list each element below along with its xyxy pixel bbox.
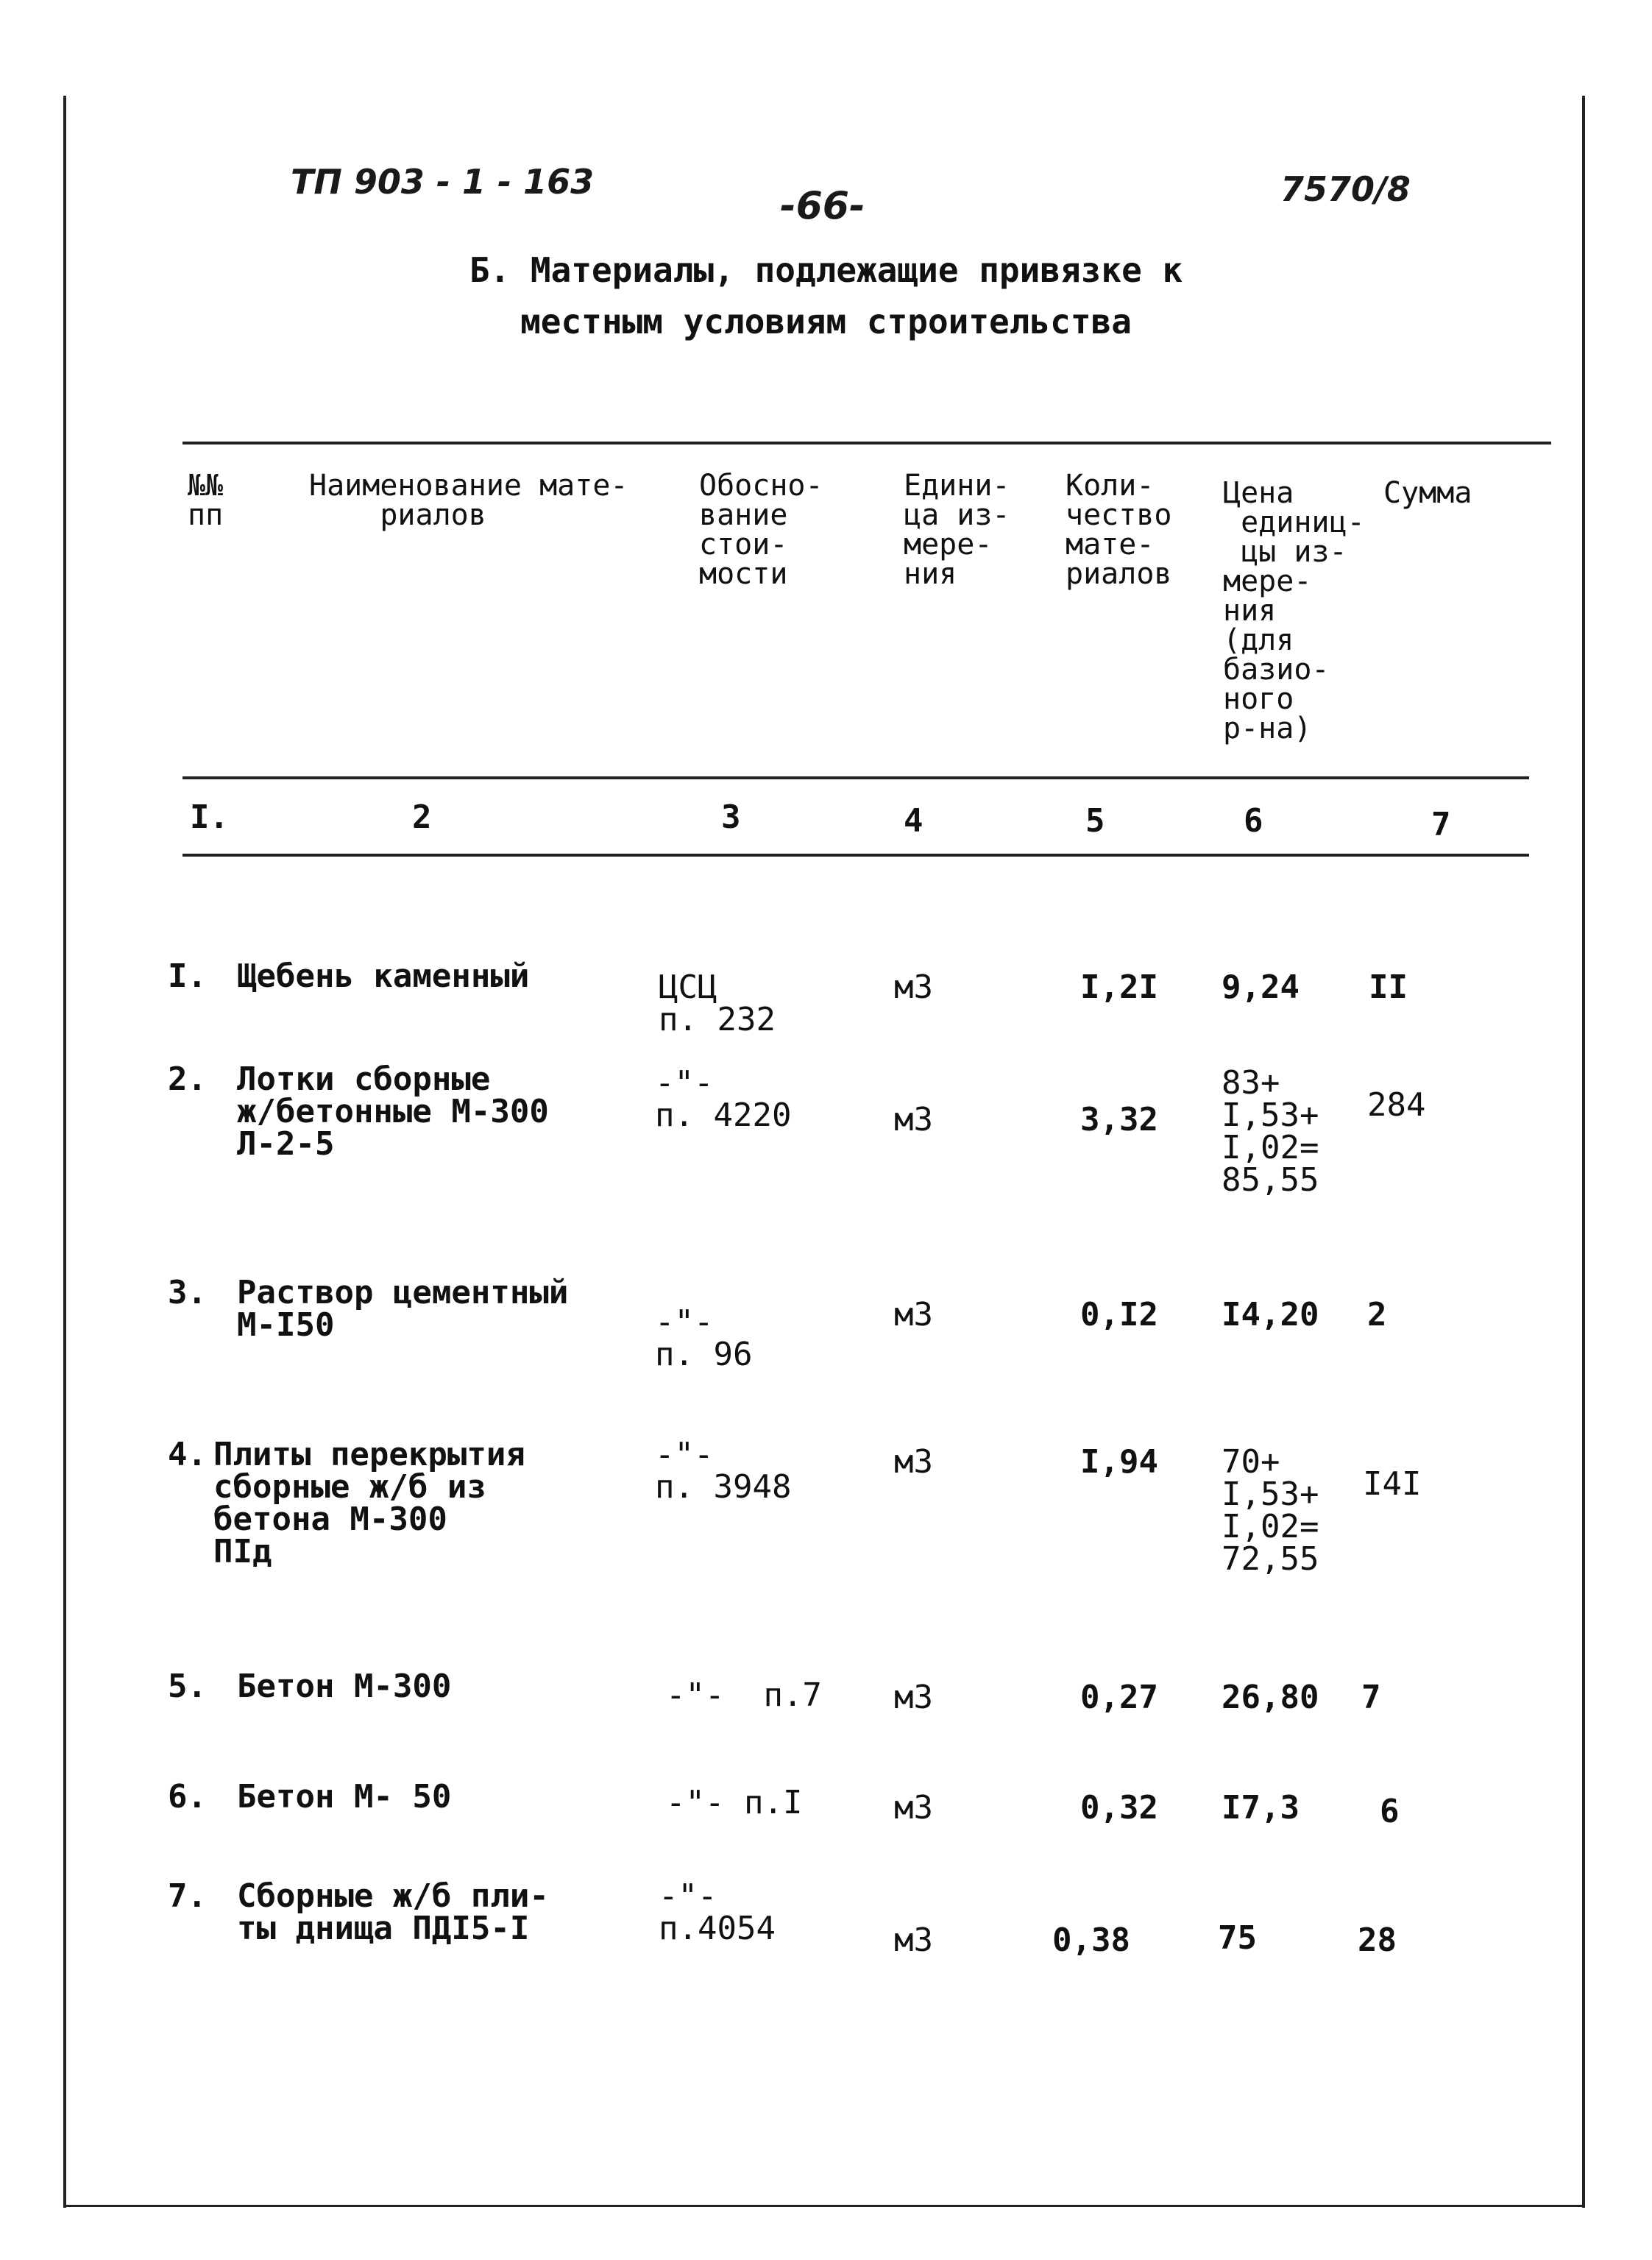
header-unit-price: Цена единиц- цы из- мере- ния (для базио- ного р-на) bbox=[1223, 476, 1365, 745]
row-1-sum: II bbox=[1369, 968, 1408, 1006]
page-number: -66- bbox=[780, 184, 865, 228]
row-4-name: Плиты перекрытия сборные ж/б из бетона М-300 ПIд bbox=[213, 1436, 525, 1570]
row-5-unit: м3 bbox=[894, 1679, 933, 1716]
header-cost-basis: Обосно- вание стои- мости bbox=[699, 469, 823, 591]
row-5-price: 26,80 bbox=[1222, 1679, 1319, 1716]
column-number-6: 6 bbox=[1244, 802, 1263, 840]
row-6-basis: -"- п.I bbox=[666, 1784, 803, 1821]
column-number-5: 5 bbox=[1085, 802, 1105, 840]
header-quantity: Коли- чество мате- риалов bbox=[1066, 469, 1172, 591]
row-2-name: Лотки сборные ж/бетонные М-300 Л-2-5 bbox=[237, 1060, 549, 1163]
row-4-price: 70+ I,53+ I,02= 72,55 bbox=[1222, 1443, 1319, 1578]
row-4-unit: м3 bbox=[894, 1443, 933, 1481]
row-3-unit: м3 bbox=[894, 1296, 933, 1333]
row-5-quantity: 0,27 bbox=[1080, 1679, 1158, 1716]
row-2-number: 2. bbox=[168, 1060, 207, 1098]
row-1-price: 9,24 bbox=[1222, 968, 1300, 1006]
row-1-quantity: I,2I bbox=[1080, 968, 1158, 1006]
row-2-quantity: 3,32 bbox=[1080, 1101, 1158, 1138]
row-3-quantity: 0,I2 bbox=[1080, 1296, 1158, 1333]
header-number: №№ пп bbox=[188, 469, 224, 532]
column-number-1: I. bbox=[190, 798, 229, 836]
bottom-border bbox=[63, 2205, 1585, 2207]
row-7-basis: -"- п.4054 bbox=[659, 1877, 776, 1947]
row-7-sum: 28 bbox=[1358, 1921, 1397, 1959]
row-7-unit: м3 bbox=[894, 1921, 933, 1959]
column-number-4: 4 bbox=[904, 802, 924, 840]
row-1-basis: ЦСЦ п. 232 bbox=[659, 968, 776, 1038]
row-7-price: 75 bbox=[1218, 1919, 1257, 1957]
header-bottom-rule bbox=[182, 776, 1529, 779]
row-1-number: I. bbox=[168, 957, 207, 995]
archive-code: 7570/8 bbox=[1280, 169, 1411, 209]
row-1-name: Щебень каменный bbox=[237, 957, 530, 995]
column-numbers-rule bbox=[182, 854, 1529, 857]
row-3-basis: -"- п. 96 bbox=[655, 1303, 753, 1373]
row-2-basis: -"- п. 4220 bbox=[655, 1064, 792, 1134]
row-6-sum: 6 bbox=[1380, 1793, 1400, 1830]
row-6-quantity: 0,32 bbox=[1080, 1789, 1158, 1827]
row-7-name: Сборные ж/б пли- ты днища ПДI5-I bbox=[237, 1877, 549, 1947]
row-2-price: 83+ I,53+ I,02= 85,55 bbox=[1222, 1064, 1319, 1199]
row-2-sum: 284 bbox=[1367, 1086, 1426, 1124]
row-4-basis: -"- п. 3948 bbox=[655, 1436, 792, 1506]
column-number-2: 2 bbox=[412, 798, 432, 836]
row-4-quantity: I,94 bbox=[1080, 1443, 1158, 1481]
header-unit: Едини- ца из- мере- ния bbox=[904, 469, 1010, 591]
row-5-number: 5. bbox=[168, 1668, 207, 1705]
section-title-line2: местным условиям строительства bbox=[520, 302, 1132, 341]
row-5-name: Бетон М-300 bbox=[237, 1668, 452, 1705]
row-5-basis: -"- п.7 bbox=[666, 1676, 822, 1714]
row-6-name: Бетон М- 50 bbox=[237, 1778, 452, 1816]
column-number-7: 7 bbox=[1431, 806, 1451, 843]
row-6-unit: м3 bbox=[894, 1789, 933, 1827]
row-3-price: I4,20 bbox=[1222, 1296, 1319, 1333]
row-7-quantity: 0,38 bbox=[1052, 1921, 1130, 1959]
row-6-number: 6. bbox=[168, 1778, 207, 1816]
row-4-number: 4. bbox=[168, 1436, 207, 1473]
row-3-number: 3. bbox=[168, 1274, 207, 1311]
doc-code: ТП 903 - 1 - 163 bbox=[291, 162, 595, 202]
right-border bbox=[1582, 96, 1585, 2208]
row-5-sum: 7 bbox=[1361, 1679, 1381, 1716]
header-sum: Сумма bbox=[1383, 476, 1472, 510]
left-border bbox=[63, 96, 66, 2208]
row-4-sum: I4I bbox=[1363, 1465, 1422, 1503]
row-2-unit: м3 bbox=[894, 1101, 933, 1138]
section-title-line1: Б. Материалы, подлежащие привязке к bbox=[469, 250, 1183, 290]
row-3-sum: 2 bbox=[1367, 1296, 1387, 1333]
row-3-name: Раствор цементный М-I50 bbox=[237, 1274, 569, 1344]
table-top-rule bbox=[182, 442, 1551, 444]
row-1-unit: м3 bbox=[894, 968, 933, 1006]
row-7-number: 7. bbox=[168, 1877, 207, 1915]
header-material-name: Наименование мате- риалов bbox=[309, 469, 628, 532]
row-6-price: I7,3 bbox=[1222, 1789, 1300, 1827]
column-number-3: 3 bbox=[721, 798, 741, 836]
